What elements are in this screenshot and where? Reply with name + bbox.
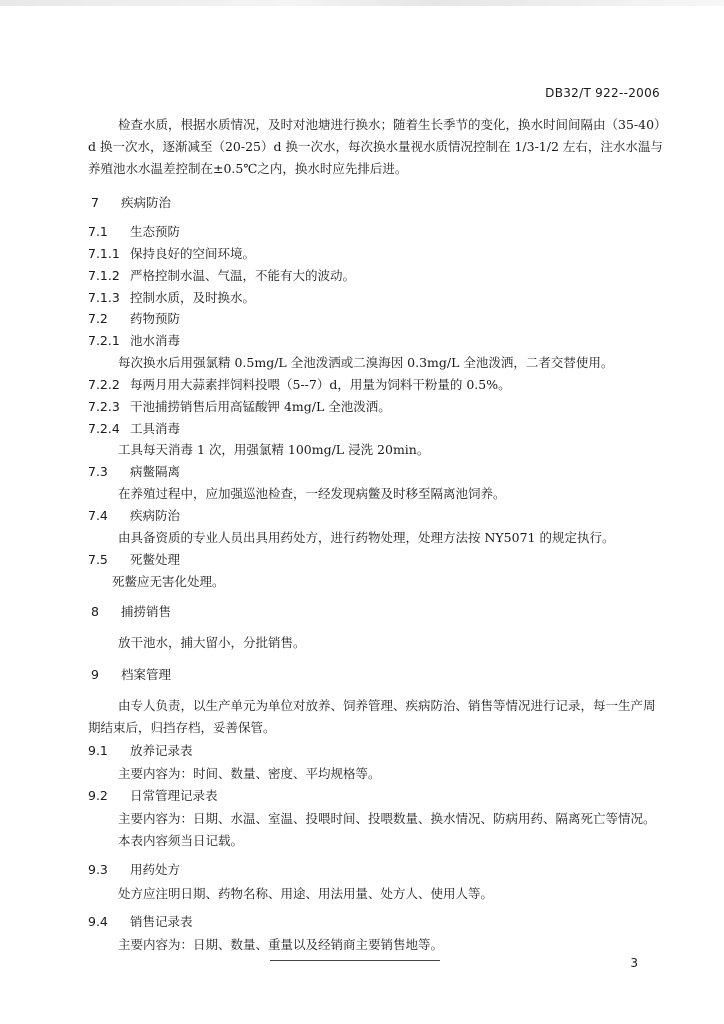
section-title: 病鳖隔离 xyxy=(130,464,181,479)
section-title: 生态预防 xyxy=(130,224,181,239)
section-9-4-body: 主要内容为：日期、数量、重量以及经销商主要销售地等。 xyxy=(118,937,444,952)
section-number: 7.5 xyxy=(88,552,108,567)
section-8-body: 放干池水，捕大留小，分批销售。 xyxy=(118,635,306,650)
section-number: 7.3 xyxy=(88,464,108,479)
section-text: 保持良好的空间环境。 xyxy=(130,246,256,261)
section-7-4-heading xyxy=(88,506,180,524)
section-7-2-1-heading xyxy=(88,331,180,349)
section-title: 死鳖处理 xyxy=(130,552,181,567)
section-number: 9 xyxy=(91,667,99,682)
end-rule xyxy=(270,960,440,961)
section-number: 7.1.1 xyxy=(88,246,120,261)
intro-line-1: 检查水质，根据水质情况，及时对池塘进行换水；随着生长季节的变化，换水时间间隔由（35-40） xyxy=(118,117,667,132)
section-9-3-heading xyxy=(88,860,180,878)
section-7-5-body: 死鳖应无害化处理。 xyxy=(112,574,225,589)
section-number: 7.2 xyxy=(88,311,108,326)
section-title: 用药处方 xyxy=(130,862,181,877)
section-title: 销售记录表 xyxy=(130,914,193,929)
section-text: 控制水质，及时换水。 xyxy=(130,290,256,305)
section-7-2-4-body: 工具每天消毒 1 次，用强氯精 100mg/L 浸洗 20min。 xyxy=(118,442,430,457)
section-9-1-heading xyxy=(88,741,193,759)
section-title: 工具消毒 xyxy=(130,421,181,436)
section-number: 7.1.3 xyxy=(88,290,120,305)
section-number: 9.1 xyxy=(88,743,108,758)
section-7-2-3 xyxy=(88,397,391,415)
section-number: 7.4 xyxy=(88,508,108,523)
section-9-2-heading xyxy=(88,786,218,804)
section-7-3-body: 在养殖过程中，应加强巡池检查，一经发现病鳖及时移至隔离池饲养。 xyxy=(118,486,506,501)
section-text: 严格控制水温、气温，不能有大的波动。 xyxy=(130,268,356,283)
standard-code: DB32/T 922--2006 xyxy=(545,86,660,100)
section-8-heading xyxy=(91,602,171,620)
section-9-body-line-2: 期结束后，归挡存档，妥善保管。 xyxy=(88,720,276,735)
intro-line-3: 养殖池水水温差控制在±0.5℃之内，换水时应先排后进。 xyxy=(88,161,408,176)
section-number: 7.2.2 xyxy=(88,377,120,392)
section-7-3-heading xyxy=(88,462,180,480)
section-9-2-body-line-2: 本表内容须当日记载。 xyxy=(118,833,244,848)
section-7-1-1 xyxy=(88,244,255,262)
section-7-5-heading xyxy=(88,550,180,568)
section-number: 8 xyxy=(91,604,99,619)
section-9-4-heading xyxy=(88,912,193,930)
section-7-2-2 xyxy=(88,375,511,393)
section-9-3-body: 处方应注明日期、药物名称、用途、用法用量、处方人、使用人等。 xyxy=(118,886,494,901)
section-number: 7.2.3 xyxy=(88,399,120,414)
section-title: 疾病防治 xyxy=(130,508,181,523)
section-7-1-heading xyxy=(88,222,180,240)
page-number: 3 xyxy=(630,956,638,970)
section-7-1-3 xyxy=(88,288,255,306)
section-9-heading xyxy=(91,665,171,683)
section-title: 池水消毒 xyxy=(130,333,181,348)
section-title: 放养记录表 xyxy=(130,743,193,758)
section-7-2-1-body: 每次换水后用强氯精 0.5mg/L 全池泼洒或二溴海因 0.3mg/L 全池泼洒，二者交替使用。 xyxy=(118,355,614,370)
section-9-2-body-line-1: 主要内容为：日期、水温、室温、投喂时间、投喂数量、换水情况、防病用药、隔离死亡等情况。 xyxy=(118,811,656,826)
section-number: 7.1 xyxy=(88,224,108,239)
section-text: 每两月用大蒜素拌饲料投喂（5--7）d，用量为饲料干粉量的 0.5%。 xyxy=(130,377,511,392)
intro-line-2: d 换一次水，逐渐减至（20-25）d 换一次水，每次换水量视水质情况控制在 1/3-1/2 左右，注水水温与 xyxy=(88,139,663,154)
section-number: 9.4 xyxy=(88,914,108,929)
section-9-1-body: 主要内容为：时间、数量、密度、平均规格等。 xyxy=(118,766,381,781)
section-7-heading xyxy=(91,193,171,211)
scan-edge xyxy=(0,0,724,6)
section-9-body-line-1: 由专人负责，以生产单元为单位对放养、饲养管理、疾病防治、销售等情况进行记录，每一生产周 xyxy=(118,698,656,713)
section-text: 干池捕捞销售后用高锰酸钾 4mg/L 全池泼洒。 xyxy=(130,399,391,414)
section-7-1-2 xyxy=(88,266,355,284)
section-number: 7.1.2 xyxy=(88,268,120,283)
section-title: 捕捞销售 xyxy=(121,604,172,619)
section-title: 疾病防治 xyxy=(121,195,172,210)
section-number: 7.2.4 xyxy=(88,421,120,436)
section-number: 7.2.1 xyxy=(88,333,120,348)
section-7-2-heading xyxy=(88,309,180,327)
section-title: 日常管理记录表 xyxy=(130,788,218,803)
section-number: 9.2 xyxy=(88,788,108,803)
section-number: 9.3 xyxy=(88,862,108,877)
section-title: 档案管理 xyxy=(121,667,172,682)
section-title: 药物预防 xyxy=(130,311,181,326)
section-7-2-4-heading xyxy=(88,419,180,437)
section-7-4-body: 由具备资质的专业人员出具用药处方，进行药物处理，处理方法按 NY5071 的规定执行。 xyxy=(118,530,615,545)
section-number: 7 xyxy=(91,195,99,210)
